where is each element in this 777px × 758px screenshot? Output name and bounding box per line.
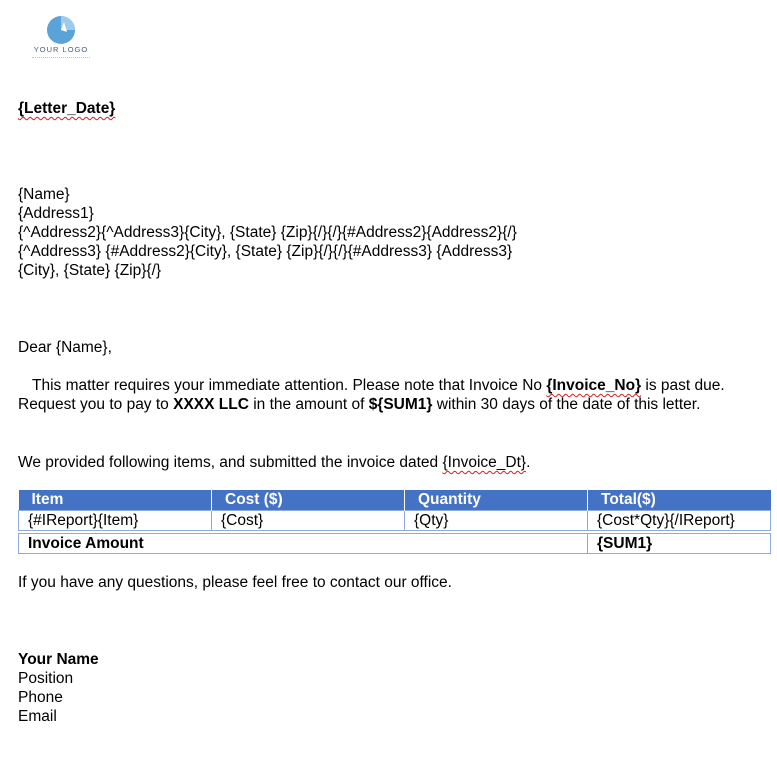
signature-email: Email (18, 708, 57, 725)
letter-date-text: {Letter_Date} (18, 100, 116, 117)
recipient-name: {Name} (18, 186, 70, 203)
invoice-items-table (18, 490, 771, 554)
company-name: XXXX LLC (173, 396, 249, 413)
body-paragraph-1 (18, 376, 758, 414)
cell-cost: {Cost} (212, 511, 405, 531)
table-header-row (19, 490, 771, 511)
signature-phone: Phone (18, 689, 63, 706)
signature-position: Position (18, 670, 74, 687)
total-label: Invoice Amount (19, 534, 588, 554)
closing-sentence: If you have any questions, please feel free to contact our office. (18, 574, 452, 591)
header-quantity: Quantity (405, 490, 588, 511)
body-text: This matter requires your immediate attention. Please note that Invoice No (32, 377, 547, 394)
amount-due: ${SUM1} (368, 396, 433, 413)
cell-item: {#IReport}{Item} (19, 511, 212, 531)
body-text: in the amount of (248, 396, 369, 413)
invoice-number: {Invoice_No} (546, 377, 642, 394)
body-text: . (526, 454, 531, 471)
header-total: Total($) (588, 490, 771, 511)
logo-tagline-line (32, 57, 90, 60)
table-total-row (19, 534, 771, 554)
logo-text: YOUR LOGO (33, 45, 89, 54)
body-text: within 30 days of the date of this letter. (432, 396, 701, 413)
address-line-2: {^Address2}{^Address3}{City}, {State} {Zip}{/}{/}{#Address2}{Address2}{/} (18, 224, 517, 241)
invoice-date: {Invoice_Dt} (442, 454, 527, 471)
address-line-1: {Address1} (18, 205, 94, 222)
cell-total: {Cost*Qty}{/IReport} (588, 511, 771, 531)
header-cost: Cost ($) (212, 490, 405, 511)
address-line-3: {^Address3} {#Address2}{City}, {State} {Zip}{/}{/}{#Address3} {Address3} (18, 243, 513, 260)
address-line-4: {City}, {State} {Zip}{/} (18, 262, 162, 279)
signature-name: Your Name (18, 651, 99, 668)
table-row (19, 511, 771, 531)
body-text: We provided following items, and submitted the invoice dated (18, 454, 443, 471)
cell-quantity: {Qty} (405, 511, 588, 531)
header-item: Item (19, 490, 212, 511)
body-text: is past due. Request you to pay to (18, 377, 725, 413)
salutation: Dear {Name}, (18, 339, 112, 356)
body-paragraph-2 (18, 453, 530, 472)
letter-date (18, 99, 115, 118)
company-logo (28, 14, 94, 64)
logo-circle-icon (47, 16, 75, 44)
total-value: {SUM1} (588, 534, 771, 554)
